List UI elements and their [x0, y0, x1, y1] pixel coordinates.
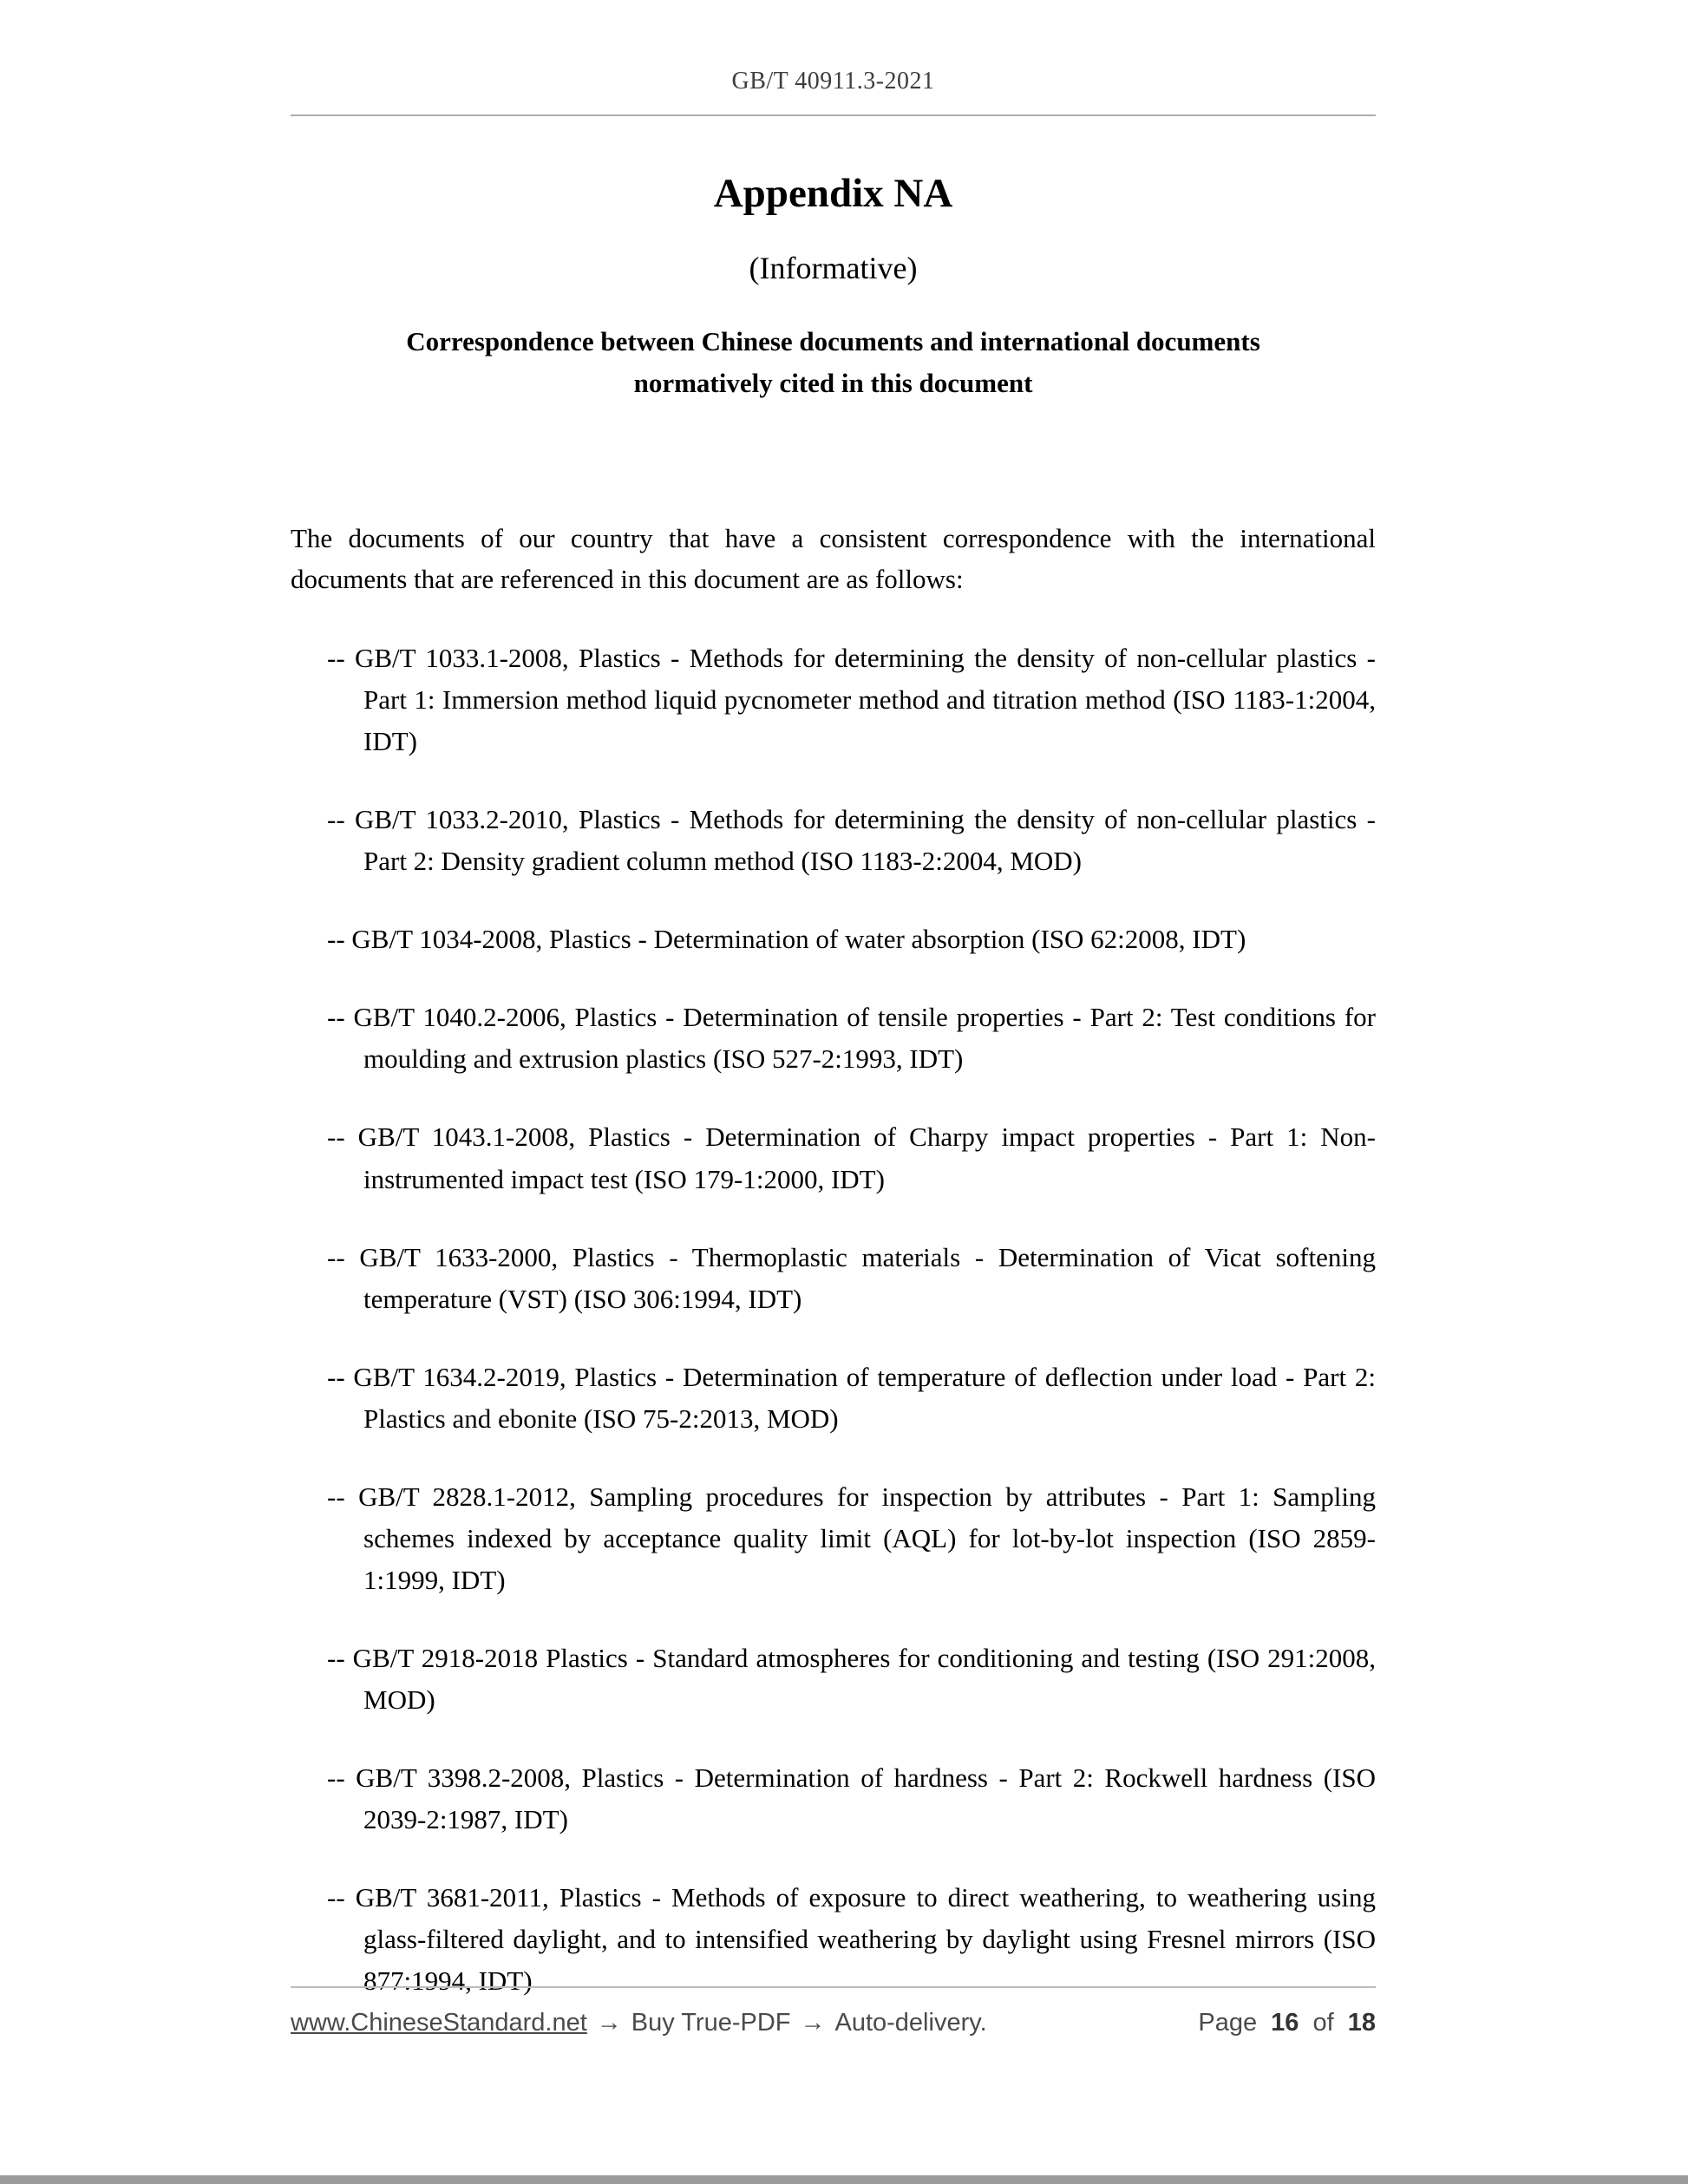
section-heading — [291, 321, 1376, 404]
reference-list — [291, 638, 1376, 2002]
page-total: 18 — [1347, 2009, 1376, 2037]
footer-divider — [291, 1986, 1376, 1988]
appendix-title: Appendix NA — [713, 171, 953, 216]
reference-item: -- GB/T 1033.2-2010, Plastics - Methods for determining the density of non-cellular plastics - Part 2: Density gradient column method (ISO 1183-2:2004, MOD) — [327, 804, 1376, 877]
reference-item: -- GB/T 3398.2-2008, Plastics - Determination of hardness - Part 2: Rockwell hardness (ISO 2039-2:1987, IDT) — [327, 1762, 1376, 1835]
page-of-label: of — [1312, 2009, 1334, 2037]
page-footer — [291, 1986, 1376, 2037]
reference-item: -- GB/T 1040.2-2006, Plastics - Determination of tensile properties - Part 2: Test conditions for moulding and extrusion plastics (ISO 527-2:1993, IDT) — [327, 1002, 1376, 1075]
reference-item: -- GB/T 3681-2011, Plastics - Methods of exposure to direct weathering, to weathering using glass-filtered daylight, and to intensified weathering by daylight using Fresnel mirrors (ISO 877:1994, IDT) — [327, 1882, 1376, 1997]
footer-row — [291, 2009, 1376, 2037]
page-label: Page — [1198, 2009, 1258, 2037]
footer-delivery-text: Auto-delivery. — [834, 2009, 987, 2037]
reference-item: -- GB/T 2828.1-2012, Sampling procedures for inspection by attributes - Part 1: Sampling schemes indexed by acceptance quality limit (AQL) for lot-by-lot inspection (ISO 2859-1:1999, IDT) — [327, 1481, 1376, 1595]
page-current: 16 — [1271, 2009, 1299, 2037]
section-heading-line2: normatively cited in this document — [633, 368, 1033, 399]
arrow-right-icon: → — [596, 2009, 622, 2037]
reference-item: -- GB/T 1034-2008, Plastics - Determination of water absorption (ISO 62:2008, IDT) — [327, 924, 1246, 955]
reference-item: -- GB/T 1033.1-2008, Plastics - Methods for determining the density of non-cellular plastics - Part 1: Immersion method liquid pycnometer method and titration method (ISO 1183-1:2004, IDT) — [327, 643, 1376, 757]
reference-item: -- GB/T 2918-2018 Plastics - Standard atmospheres for conditioning and testing (ISO 291:2008, MOD) — [327, 1642, 1376, 1715]
intro-paragraph: The documents of our country that have a consistent correspondence with the international documents that are referenced in this document are as follows: — [291, 523, 1376, 594]
page-content — [291, 0, 1376, 2038]
reference-item: -- GB/T 1634.2-2019, Plastics - Determination of temperature of deflection under load - Part 2: Plastics and ebonite (ISO 75-2:2013, MOD) — [327, 1361, 1376, 1434]
arrow-right-icon: → — [800, 2009, 826, 2037]
reference-item: -- GB/T 1633-2000, Plastics - Thermoplastic materials - Determination of Vicat softening temperature (VST) (ISO 306:1994, IDT) — [327, 1241, 1376, 1314]
page-bottom-edge — [0, 2175, 1688, 2184]
informative-label: (Informative) — [749, 251, 918, 285]
page-indicator — [1198, 2009, 1376, 2037]
chinesestandard-link[interactable]: www.ChineseStandard.net — [291, 2009, 587, 2037]
section-heading-line1: Correspondence between Chinese documents and international documents — [406, 326, 1260, 356]
footer-left — [291, 2009, 997, 2037]
header-divider — [291, 114, 1376, 116]
doc-number: GB/T 40911.3-2021 — [731, 68, 935, 95]
reference-item: -- GB/T 1043.1-2008, Plastics - Determination of Charpy impact properties - Part 1: Non-instrumented impact test (ISO 179-1:2000, IDT) — [327, 1121, 1376, 1194]
footer-buy-text: Buy True-PDF — [631, 2009, 791, 2037]
